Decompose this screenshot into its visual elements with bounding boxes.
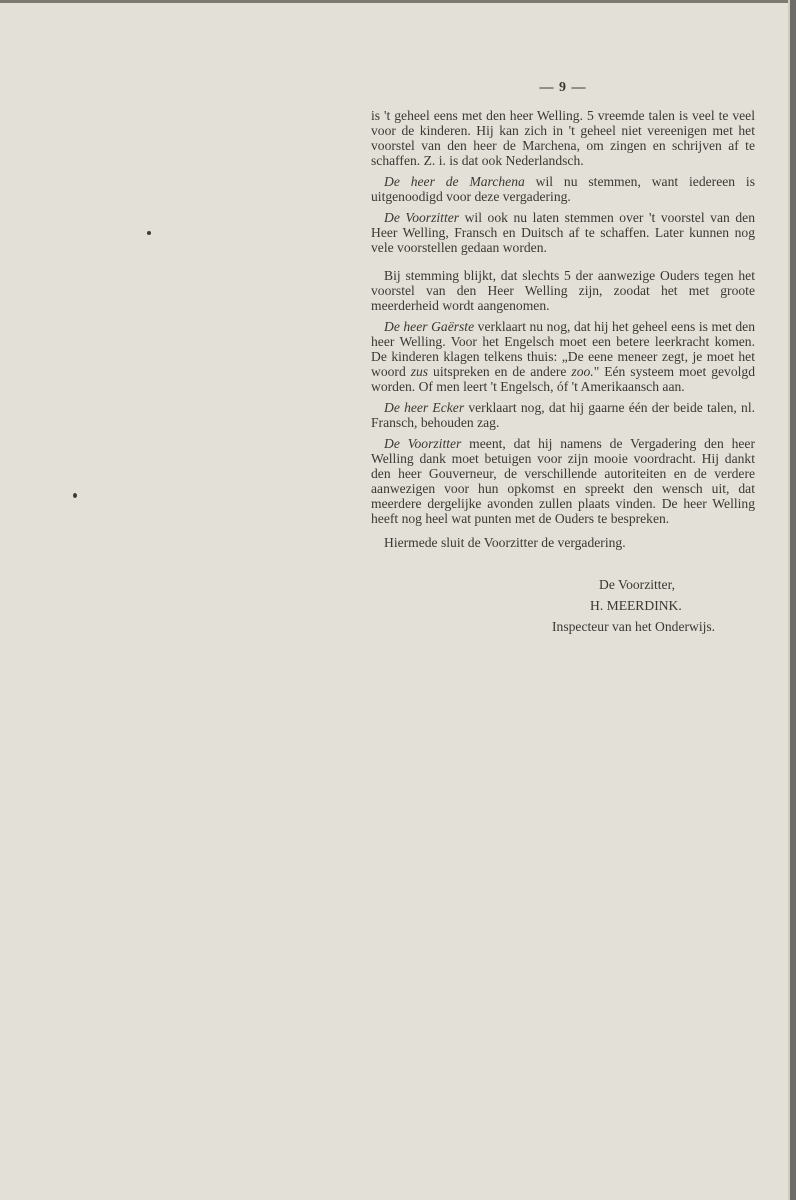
speaker-name: De Voorzitter [384,210,460,225]
signature-title: Inspecteur van het Onderwijs. [552,619,716,634]
emphasis-word: zoo. [571,364,594,379]
paragraph-7-text: meent, dat hij namens de Vergadering den heer Welling dank moet betuigen voor zijn mooie voordracht. Hij dankt den heer Gouverneur, de verschillende autoriteiten en de verdere aanwezigen voor hun opkomst en spreekt den wensch uit, dat meerdere dergelijke avonden zullen plaats vinden. De heer Welling heeft nog heel wat punten met de Ouders te bespreken. [371,436,755,526]
speaker-name: De Voorzitter [384,436,462,451]
paragraph-7 [371,436,755,526]
paragraph-3-text: wil ook nu laten stemmen over 't voorstel van den Heer Welling, Fransch en Duitsch af te schaffen. Later kunnen nog vele voorstellen gedaan worden. [371,210,756,255]
paragraph-2 [371,174,755,204]
paragraph-5-text-3: " Eén systeem moet gevolgd worden. Of men leert 't Engelsch, óf 't Amerikaansch aan. [371,364,755,394]
speaker-name: De heer de Marchena [384,174,525,189]
signature-name: H. MEERDINK. [590,598,682,613]
paragraph-6 [371,400,755,430]
scan-top-edge [0,0,790,3]
signature-role: De Voorzitter, [599,577,675,592]
paragraph-1-text: is 't geheel eens met den heer Welling. 5 vreemde talen is veel te veel voor de kinderen. Hij kan zich in 't geheel niet vereenigen met het voorstel van den heer de Marchena, om zingen en schrijven af te schaffen. Z. i. is dat ook Nederlandsch. [371,108,755,168]
paragraph-4-text: Bij stemming blijkt, dat slechts 5 der aanwezige Ouders tegen het voorstel van den Heer Welling zijn, zoodat het met groote meerderheid wordt aangenomen. [371,268,755,313]
speaker-name: De heer Gaërste [384,319,475,334]
paragraph-2-text: wil nu stemmen, want iedereen is uitgenoodigd voor deze vergadering. [371,174,755,204]
paragraph-3 [371,210,755,255]
paragraph-6-text: verklaart nog, dat hij gaarne één der beide talen, nl. Fransch, behouden zag. [371,400,756,430]
paragraph-5 [371,319,755,394]
speaker-name: De heer Ecker [384,400,465,415]
body-text-block [371,80,755,550]
emphasis-word: zus [410,364,429,379]
paragraph-1 [371,108,755,168]
page-number: — 9 — [539,80,587,95]
scan-right-edge [790,0,796,1200]
paper-speck [147,231,151,235]
paragraph-4 [371,268,755,313]
paragraph-5-text-2: uitspreken en de andere [428,364,572,379]
paragraph-5-text: verklaart nu nog, dat hij het geheel eens is met den heer Welling. Voor het Engelsch moet een betere leerkracht komen. De kinderen klagen telkens thuis: „De eene meneer zegt, je moet het woord [371,319,755,379]
paragraph-8 [371,535,755,550]
paragraph-8-text: Hiermede sluit de Voorzitter de vergadering. [384,535,626,550]
paper-speck [73,493,77,498]
